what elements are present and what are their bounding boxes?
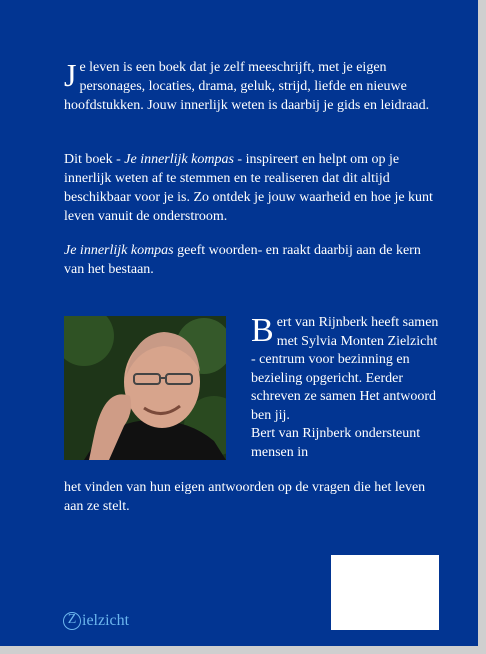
description-text: - inspireert en helpt om op je innerlijk weten af te stemmen en te realiseren dat dit altijd beschikbaar voor je is. Zo ontdek je jouw waarheid en hoe je kunt leven vanuit de onderstroom. bbox=[64, 152, 433, 224]
barcode-placeholder bbox=[331, 555, 439, 630]
author-bio bbox=[251, 314, 441, 462]
publisher-logo bbox=[63, 612, 129, 630]
intro-text: e leven is een boek dat je zelf meeschrijft, met je eigen personages, locaties, drama, geluk, strijd, liefde en nieuwe hoofdstukken. Jouw innerlijk weten is daarbij je gids en leidraad. bbox=[64, 60, 430, 113]
logo-mark-letter: Z bbox=[67, 612, 77, 627]
author-bio-continued: het vinden van hun eigen antwoorden op de vragen die het leven aan ze stelt. bbox=[64, 480, 426, 514]
description-paragraph bbox=[64, 150, 439, 226]
book-title-italic-2: Je innerlijk kompas bbox=[64, 243, 174, 258]
bio-text-2: Bert van Rijnberk ondersteunt mensen in bbox=[251, 426, 421, 460]
bio-text: ert van Rijnberk heeft samen met Sylvia Monten Zielzicht - centrum voor bezinning en bezieling opgericht. Eerder schreven ze samen Het antwoord ben jij. bbox=[251, 315, 439, 423]
author-portrait-illustration bbox=[64, 316, 226, 460]
intro-dropcap: J bbox=[64, 57, 77, 93]
logo-circle-icon bbox=[63, 612, 81, 630]
tagline-paragraph bbox=[64, 241, 439, 279]
book-title-italic: Je innerlijk kompas bbox=[124, 152, 234, 167]
logo-text: ielzicht bbox=[82, 612, 130, 629]
tagline-text: geeft woorden- en raakt daarbij aan de kern van het bestaan. bbox=[64, 243, 421, 277]
description-lead: Dit boek - bbox=[64, 152, 125, 167]
intro-paragraph bbox=[64, 58, 439, 115]
bio-dropcap: B bbox=[251, 312, 274, 349]
author-photo bbox=[64, 316, 226, 460]
